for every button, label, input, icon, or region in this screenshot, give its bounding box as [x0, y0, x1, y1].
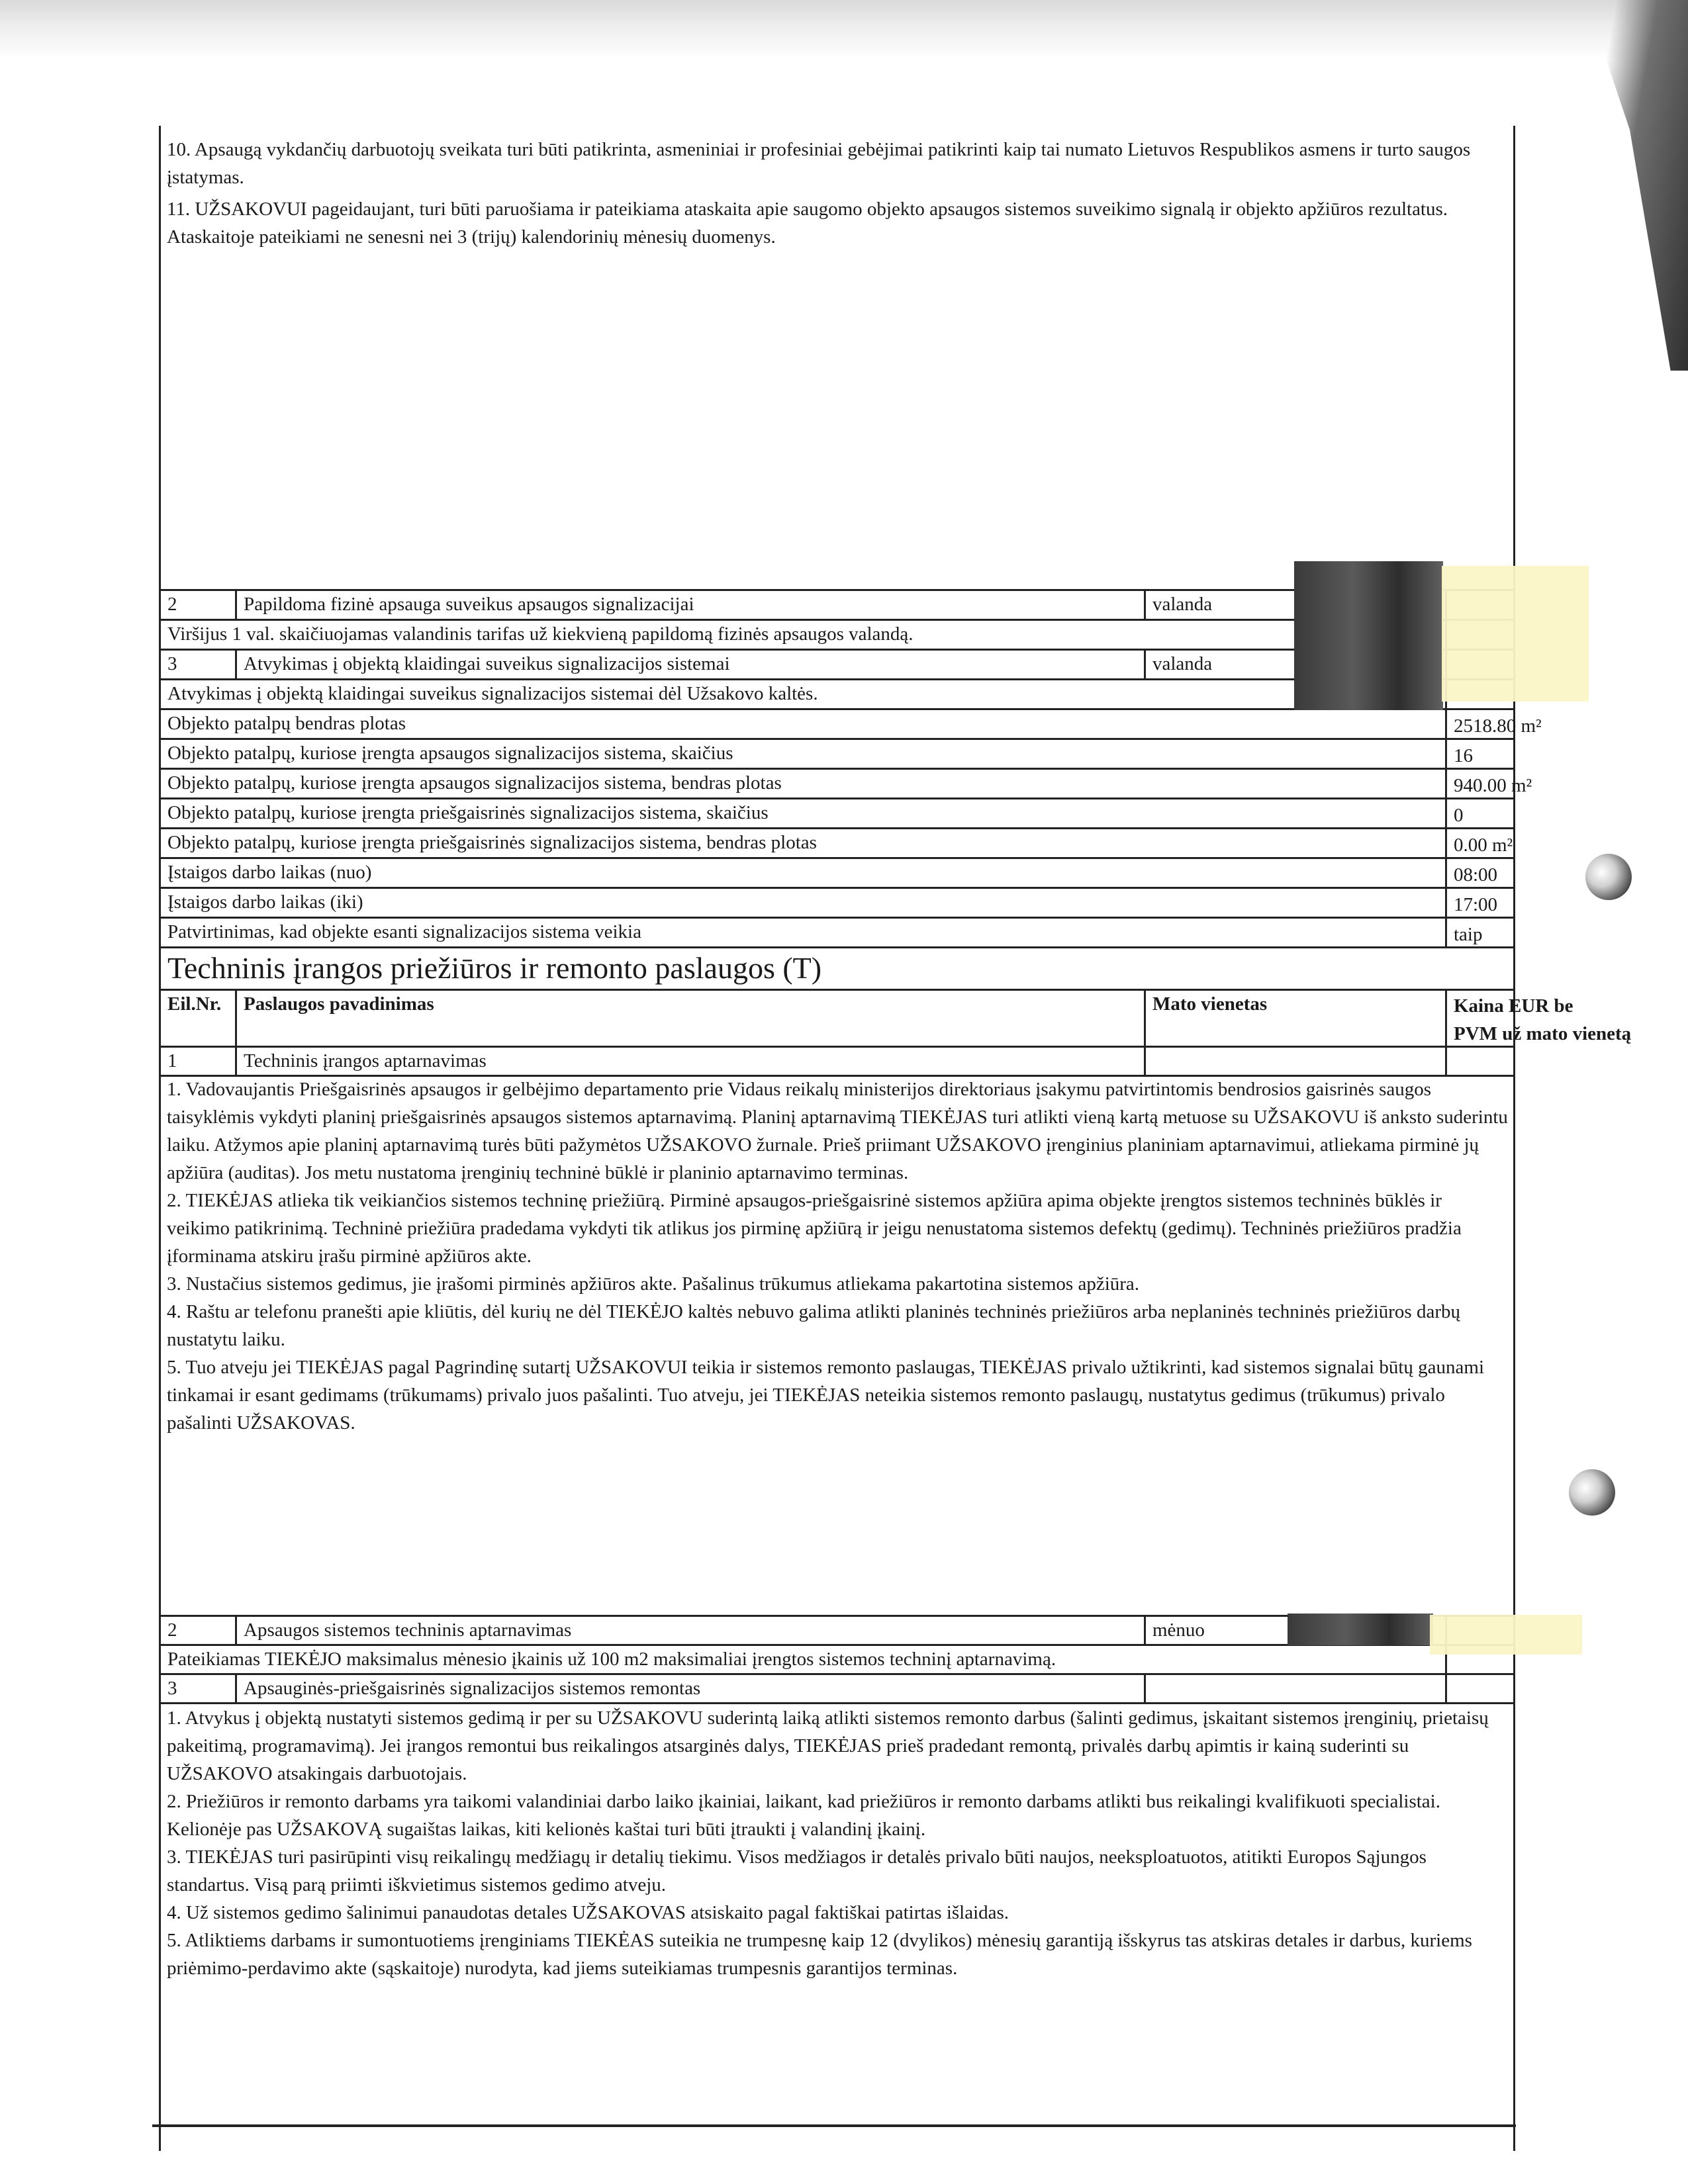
object-info-value: 940.00 m² [1454, 775, 1532, 796]
object-info-label: Objekto patalpų, kuriose įrengta priešgaisrinės signalizacijos sistema, skaičius [167, 802, 769, 823]
object-info-label: Įstaigos darbo laikas (nuo) [167, 862, 372, 883]
frame-left-border [159, 126, 161, 2151]
object-info-label: Objekto patalpų, kuriose įrengta apsaugos signalizacijos sistema, skaičius [167, 743, 733, 764]
object-info-label: Patvirtinimas, kad objekte esanti signalizacijos sistema veikia [167, 921, 641, 942]
object-info-value: 2518.80 m² [1454, 715, 1542, 737]
service-name: Papildoma fizinė apsauga suveikus apsaugos signalizacijai [244, 594, 694, 615]
service-nr: 2 [167, 1619, 177, 1641]
service-name: Techninis įrangos aptarnavimas [244, 1050, 487, 1071]
object-info-row [161, 799, 1513, 829]
service-t2-note-row [161, 1646, 1513, 1675]
service-unit: valanda [1152, 653, 1213, 674]
object-info-value: 16 [1454, 745, 1473, 766]
object-info-value: taip [1454, 924, 1483, 945]
t3-paragraph-2: 2. Priežiūros ir remonto darbams yra taikomi valandiniai darbo laiko įkainiai, laikant, kad priežiūros ir remonto darbams atlikti bus reikalingi kvalifikuoti specialistai. Kelionėje pas UŽSAKOVĄ sugaištas laikas, kiti kelionės kaštai turi būti įtraukti į valandinį įkainį. [167, 1791, 1440, 1840]
punch-hole-lower [1569, 1469, 1615, 1516]
service-name: Apsaugos sistemos techninis aptarnavimas [244, 1619, 572, 1641]
service-t3-description [167, 1704, 1509, 1982]
section-t-title-row [161, 948, 1513, 991]
service-unit: mėnuo [1152, 1619, 1205, 1641]
redaction-block-lower [1288, 1614, 1433, 1645]
object-info-row [161, 859, 1513, 889]
object-info-label: Objekto patalpų, kuriose įrengta priešgaisrinės signalizacijos sistema, bendras plotas [167, 832, 817, 853]
object-info-label: Objekto patalpų, kuriose įrengta apsaugos signalizacijos sistema, bendras plotas [167, 772, 782, 794]
table-header-row [161, 991, 1632, 1048]
service-t1-row [161, 1048, 1513, 1077]
sticky-note-lower [1430, 1615, 1582, 1655]
service-name: Atvykimas į objektą klaidingai suveikus signalizacijos sistemai [244, 653, 730, 674]
header-price-line1: Kaina EUR be [1454, 995, 1573, 1017]
object-info-value: 08:00 [1454, 864, 1498, 886]
sticky-note-upper [1442, 566, 1589, 702]
object-info-row [161, 740, 1513, 770]
service-note: Atvykimas į objektą klaidingai suveikus signalizacijos sistemai dėl Užsakovo kaltės. [167, 683, 818, 704]
service-name: Apsauginės-priešgaisrinės signalizacijos sistemos remontas [244, 1678, 701, 1699]
object-info-label: Objekto patalpų bendras plotas [167, 713, 406, 734]
t3-paragraph-4: 4. Už sistemos gedimo šalinimui panaudotas detales UŽSAKOVAS atsiskaito pagal faktiškai patirtas išlaidas. [167, 1902, 1009, 1923]
header-name: Paslaugos pavadinimas [244, 993, 434, 1015]
punch-hole-upper [1585, 854, 1632, 900]
object-info-value: 0 [1454, 805, 1464, 826]
header-price [1447, 991, 1632, 1046]
header-price-line2: PVM už mato vienetą [1454, 1023, 1632, 1044]
paragraph-11: 11. UŽSAKOVUI pageidaujant, turi būti paruošiama ir pateikiama ataskaita apie saugomo objekto apsaugos sistemos suveikimo signalą ir objekto apžiūros rezultatus. Ataskaitoje pateikiami ne senesni nei 3 (trijų) kalendorinių mėnesių duomenys. [167, 199, 1448, 248]
service-nr: 1 [167, 1050, 177, 1071]
object-info-row [161, 889, 1513, 919]
object-info-row [161, 710, 1542, 740]
service-unit: valanda [1152, 594, 1213, 615]
paragraph-10: 10. Apsaugą vykdančių darbuotojų sveikata turi būti patikrinta, asmeniniai ir profesiniai gebėjimai patikrinti kaip tai numato Lietuvos Respublikos asmens ir turto saugos įstatymas. [167, 139, 1471, 188]
object-info-value: 0.00 m² [1454, 835, 1513, 856]
object-info-row [161, 919, 1513, 948]
service-t3-row [161, 1675, 1513, 1704]
object-info-value: 17:00 [1454, 894, 1498, 915]
header-unit: Mato vienetas [1152, 993, 1268, 1015]
service-nr: 3 [167, 653, 177, 674]
service-nr: 3 [167, 1678, 177, 1699]
section-t-title: Techninis įrangos priežiūros ir remonto paslaugos (T) [167, 951, 822, 985]
t3-paragraph-5: 5. Atliktiems darbams ir sumontuotiems įrenginiams TIEKĖAS suteikia ne trumpesnę kaip 12 (dvylikos) mėnesių garantiją išskyrus tas atskiras detales ir darbus, kuriems priėmimo-perdavimo akte (sąskaitoje) nurodyta, kad jiems suteikiamas trumpesnis garantijos terminas. [167, 1930, 1472, 1979]
t3-paragraph-1: 1. Atvykus į objektą nustatyti sistemos gedimą ir per su UŽSAKOVU suderintą laiką atlikti sistemos remonto darbus (šalinti gedimus, įskaitant sistemos įrenginių, prietaisų pakeitimą, programavimą). Jei įrangos remontui bus reikalingos atsarginės dalys, TIEKĖJAS prieš pradedant remontą, privalės darbų apimtis ir kainą suderinti su UŽSAKOVO atsakingais darbuotojais. [167, 1707, 1489, 1784]
object-info-row [161, 770, 1532, 799]
t3-paragraph-3: 3. TIEKĖJAS turi pasirūpinti visų reikalingų medžiagų ir detalių tiekimu. Visos medžiagos ir detalės privalo būti naujos, neeksploatuotos, atitikti Europos Sąjungos standartus. Visą parą priimti iškvietimus sistemos gedimo atveju. [167, 1846, 1427, 1895]
frame-right-border [1513, 126, 1515, 2151]
service-nr: 2 [167, 594, 177, 615]
redaction-block-upper [1294, 561, 1443, 710]
object-info-label: Įstaigos darbo laikas (iki) [167, 891, 363, 913]
page-bottom-line [152, 2124, 1516, 2127]
t1-paragraph-3: 3. Nustačius sistemos gedimus, jie įrašomi pirminės apžiūros akte. Pašalinus trūkumus atliekama pakartotina sistemos apžiūra. [167, 1273, 1140, 1295]
object-info-row [161, 829, 1513, 859]
scan-shadow-top [0, 0, 1688, 60]
service-note: Pateikiamas TIEKĖJO maksimalus mėnesio įkainis už 100 m2 maksimaliai įrengtos sistemos techninį aptarnavimą. [167, 1649, 1056, 1670]
service-note: Viršijus 1 val. skaičiuojamas valandinis tarifas už kiekvieną papildomą fizinės apsaugos valandą. [167, 623, 914, 645]
service-t1-description [167, 1075, 1509, 1437]
header-nr: Eil.Nr. [167, 993, 222, 1015]
t1-paragraph-1: 1. Vadovaujantis Priešgaisrinės apsaugos ir gelbėjimo departamento prie Vidaus reikalų ministerijos direktoriaus įsakymu patvirtintomis bendrosios gaisrinės saugos taisyklėmis vykdyti planinį priešgaisrinės apsaugos sistemos aptarnavimą. Planinį aptarnavimą TIEKĖJAS turi atlikti vieną kartą metuose su UŽSAKOVU iš anksto suderintu laiku. Atžymos apie planinį aptarnavimą turės būti pažymėtos UŽSAKOVO žurnale. Prieš priimant UŽSAKOVO įrenginius planiniam aptarnavimui, atliekama pirminė jų apžiūra (auditas). Jos metu nustatoma įrenginių techninė būklė ir planinio aptarnavimo terminas. [167, 1079, 1508, 1183]
t1-paragraph-2: 2. TIEKĖJAS atlieka tik veikiančios sistemos techninę priežiūrą. Pirminė apsaugos-priešgaisrinė sistemos apžiūra apima objekte įrengtos sistemos techninės būklės ir veikimo patikrinimą. Techninė priežiūra pradedama vykdyti tik atlikus jos pirminę apžiūrą ir jeigu nenustatoma sistemos defektų (gedimų). Techninės priežiūros pradžia įforminama atskiru įrašu pirminė apžiūros akte. [167, 1190, 1462, 1267]
t1-paragraph-4: 4. Raštu ar telefonu pranešti apie kliūtis, dėl kurių ne dėl TIEKĖJO kaltės nebuvo galima atlikti planinės techninės priežiūros arba neplaninės techninės priežiūros darbų nustatytu laiku. [167, 1301, 1460, 1350]
t1-paragraph-5: 5. Tuo atveju jei TIEKĖJAS pagal Pagrindinę sutartį UŽSAKOVUI teikia ir sistemos remonto paslaugas, TIEKĖJAS privalo užtikrinti, kad sistemos signalai būtų gaunami tinkamai ir esant gedimams (trūkumams) privalo juos pašalinti. Tuo atveju, jei TIEKĖJAS neteikia sistemos remonto paslaugų, nustatytus gedimus (trūkumus) privalo pašalinti UŽSAKOVAS. [167, 1357, 1485, 1433]
